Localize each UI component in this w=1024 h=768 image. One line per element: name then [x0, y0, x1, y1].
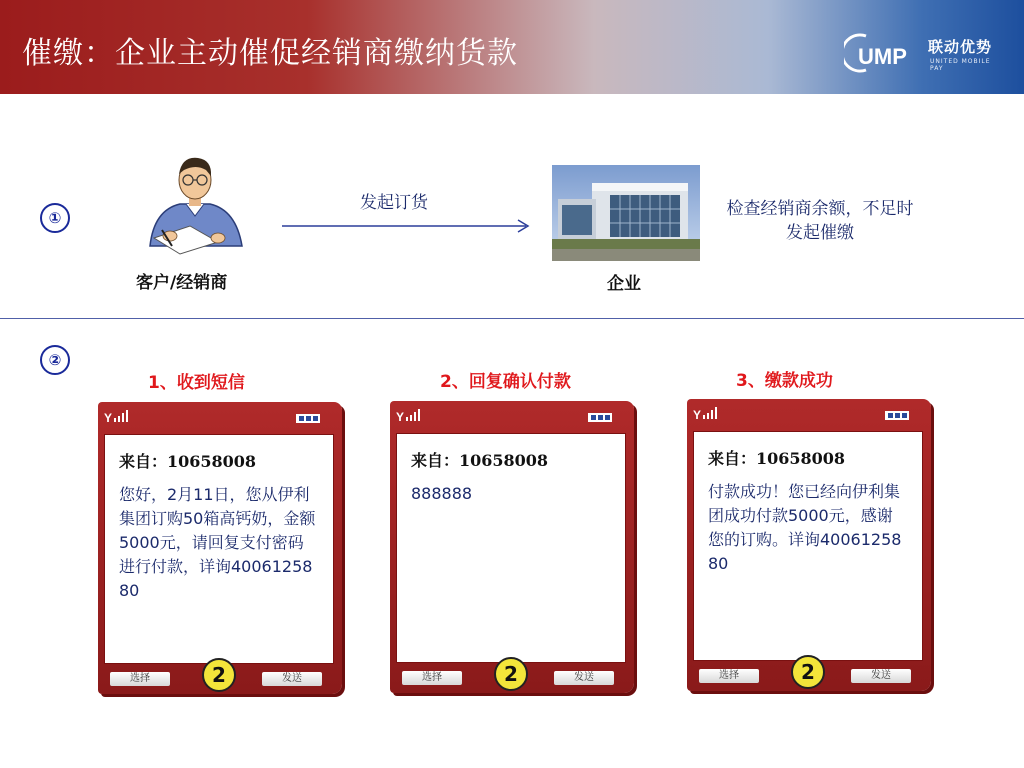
ump-logo-mark-icon — [844, 30, 926, 76]
svg-text:Y: Y — [396, 410, 405, 424]
phone-status-bar — [693, 405, 919, 423]
phone-2 — [390, 401, 634, 693]
sms-sender: 来自：10658008 — [708, 449, 846, 468]
phone-softkeys — [98, 664, 342, 694]
select-softkey[interactable]: 选择 — [110, 672, 170, 686]
send-softkey[interactable]: 发送 — [851, 669, 911, 683]
sms-message: 您好，2月11日，您从伊利集团订购50箱高钙奶，金额5000元，请回复支付密码进行付款，详询4006125880 — [119, 485, 316, 600]
phone-screen — [693, 431, 923, 661]
sms-message: 付款成功！您已经向伊利集团成功付款5000元，感谢您的订购。详询4006125880 — [708, 482, 902, 573]
signal-icon — [396, 409, 420, 424]
center-key-2[interactable]: 2 — [791, 655, 825, 689]
phone-screen — [104, 434, 334, 664]
phone-2-title: 2、回复确认付款 — [440, 372, 571, 392]
phone-softkeys — [390, 663, 634, 693]
section-divider — [0, 318, 1024, 319]
signal-icon — [693, 407, 717, 422]
send-softkey[interactable]: 发送 — [554, 671, 614, 685]
company-logo — [844, 30, 1004, 76]
phone-3-title: 3、缴款成功 — [736, 371, 833, 391]
svg-text:Y: Y — [693, 408, 702, 422]
enterprise-label: 企业 — [607, 274, 641, 294]
customer-person-icon — [140, 150, 250, 260]
sms-sender: 来自：10658008 — [411, 451, 549, 470]
sms-sender: 来自：10658008 — [119, 452, 257, 471]
battery-icon — [588, 413, 612, 422]
phone-3 — [687, 399, 931, 691]
center-key-2[interactable]: 2 — [494, 657, 528, 691]
customer-label: 客户/经销商 — [136, 273, 228, 293]
logo-subtitle: UNITED MOBILE PAY — [930, 58, 991, 72]
step-marker-2: ② — [40, 345, 70, 375]
signal-icon — [104, 410, 128, 425]
center-key-2[interactable]: 2 — [202, 658, 236, 692]
phone-screen — [396, 433, 626, 663]
select-softkey[interactable]: 选择 — [699, 669, 759, 683]
page-title: 催缴：企业主动催促经销商缴纳货款 — [22, 36, 518, 71]
sms-message: 888888 — [411, 484, 473, 503]
check-balance-text: 检查经销商余额，不足时发起催缴 — [726, 199, 914, 243]
step-marker-1: ① — [40, 203, 70, 233]
svg-text:Y: Y — [104, 411, 113, 425]
select-softkey[interactable]: 选择 — [402, 671, 462, 685]
phone-1-title: 1、收到短信 — [148, 373, 245, 393]
logo-name: 联动优势 — [928, 38, 993, 56]
header-band — [0, 0, 1024, 94]
battery-icon — [296, 414, 320, 423]
enterprise-building-image — [552, 165, 700, 261]
phone-status-bar — [396, 407, 622, 425]
phone-status-bar — [104, 408, 330, 426]
phone-softkeys — [687, 661, 931, 691]
send-softkey[interactable]: 发送 — [262, 672, 322, 686]
logo-mark-text: UMP — [858, 44, 907, 69]
phone-1 — [98, 402, 342, 694]
right-arrow-icon — [282, 216, 532, 236]
order-arrow-label: 发起订货 — [360, 193, 428, 213]
battery-icon — [885, 411, 909, 420]
